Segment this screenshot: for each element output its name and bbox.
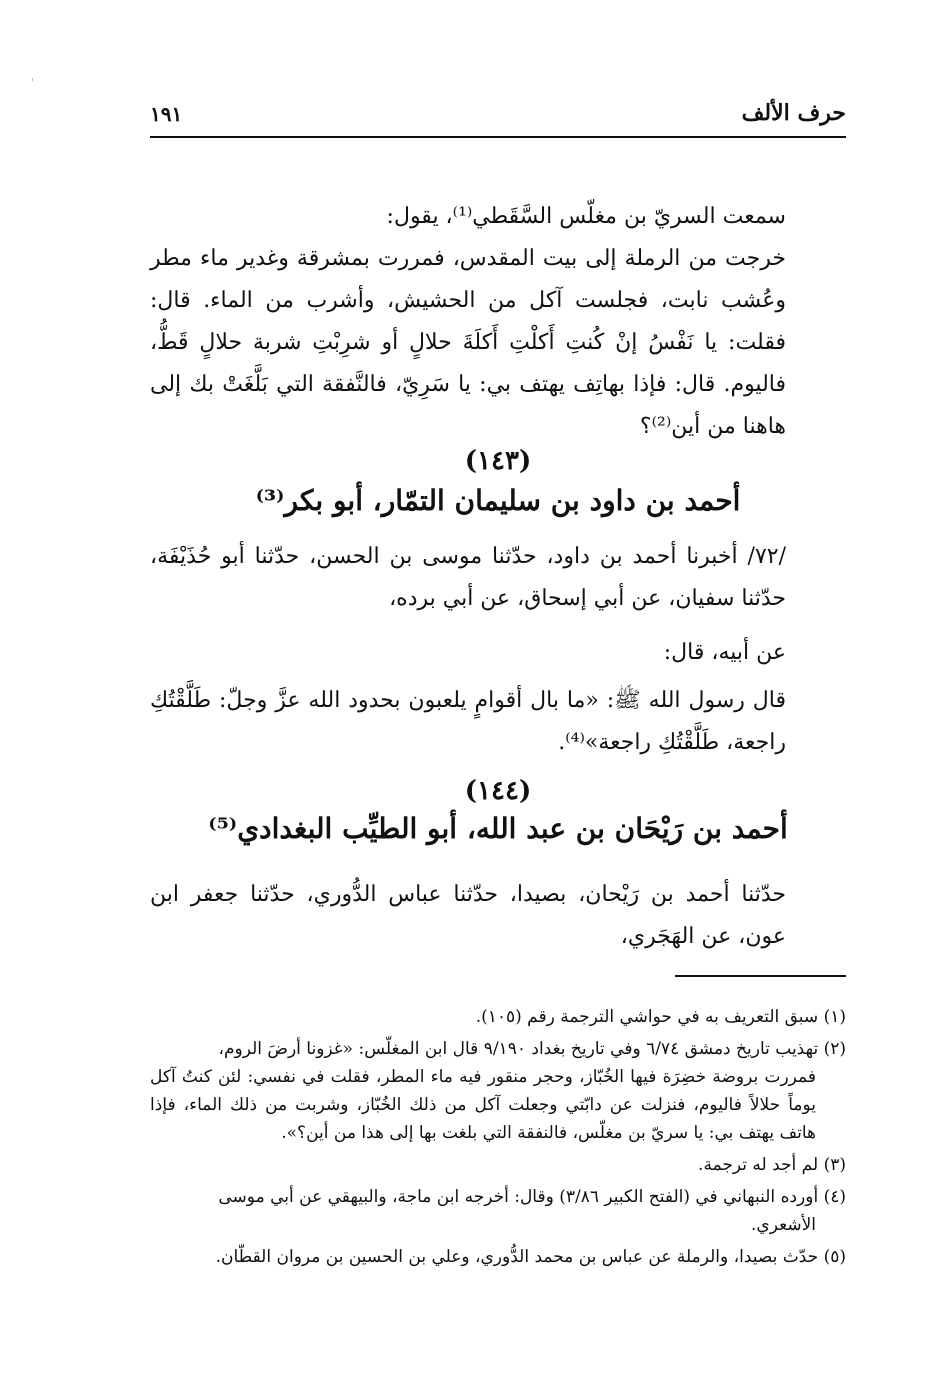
footnote-2-cont: فمررت بروضة خضِرَة فيها الخُبّاز، وحجر منقور فيه ماء المطر، فقلت في نفسي: لئن كنتُ آكل يوماً حلالاً فاليوم، فنزلت عن دابّتي وجعلت آكل من ذلك الخُبّاز، وشربت من ذلك الماء، فإذا هاتف يهتف بي: يا سريّ بن مغلّس، فالنفقة التي بلغت بها إلى هذا من أين؟». [150, 1067, 816, 1143]
footnote-3-text: (٣) لم أجد له ترجمة. [698, 1155, 846, 1175]
footnotes [150, 1003, 846, 1275]
intro-line: سمعت السريّ بن مغلّس السَّقَطي⁽¹⁾، يقول: [386, 204, 786, 229]
entry-143-line2: عن أبيه، قال: [663, 640, 786, 665]
chapter-title: حرف الألف [741, 100, 846, 126]
entry-144-isnad: حدّثنا أحمد بن رَيْحان، بصيدا، حدّثنا عباس الدُّوري، حدّثنا جعفر ابن عون، عن الهَجَري، [150, 882, 786, 949]
footnote-1 [150, 1003, 846, 1031]
entry-143-body [150, 536, 846, 764]
entry-144-body [150, 874, 846, 958]
running-header [150, 96, 846, 136]
footnote-2 [150, 1035, 846, 1147]
entry-144-name: أحمد بن رَيْحَان بن عبد الله، أبو الطيِّب البغدادي⁽⁵⁾ [208, 812, 788, 845]
margin-mark [30, 78, 38, 92]
footnote-4-text: (٤) أورده النبهاني في (الفتح الكبير ٣/٨٦) وقال: أخرجه ابن ماجة، والبيهقي عن أبي موسى [218, 1187, 846, 1207]
footnote-2-text: (٢) تهذيب تاريخ دمشق ٦/٧٤ وفي تاريخ بغداد ٩/١٩٠ قال ابن المغلّس: «غزونا أرضَ الروم، [218, 1039, 846, 1059]
footnote-5 [150, 1243, 846, 1271]
footnote-4-cont: الأشعري. [751, 1215, 816, 1235]
footnote-4 [150, 1183, 846, 1239]
footnote-rule [675, 975, 846, 977]
entry-143-hadith: قال رسول الله ﷺ: «ما بال أقوامٍ يلعبون بحدود الله عزَّ وجلّ: طَلَّقْتُكِ راجعة، طَلَّقْتُكِ راجعة»⁽⁴⁾. [150, 688, 786, 755]
entry-144-number: (١٤٤) [464, 776, 532, 806]
page-number: ١٩١ [150, 102, 183, 126]
footnote-1-text: (١) سبق التعريف به في حواشي الترجمة رقم (١٠٥). [475, 1007, 846, 1027]
intro-paragraph: خرجت من الرملة إلى بيت المقدس، فمررت بمشرقة وغدير ماء مطر وعُشب نابت، فجلست آكل من الحشيش، وأشرب من الماء. قال: فقلت: يا نَفْسُ إنْ كُنتِ أَكلْتِ أَكلَةَ حلالٍ أو شرِبْتِ شربة حلالٍ قَطُّ، فاليوم. قال: فإذا بهاتِف يهتف بي: يا سَرِيّ، فالنَّفقة التي بَلَّغَتْ بك إلى هاهنا من أين⁽²⁾؟ [150, 246, 786, 439]
header-rule [150, 136, 846, 138]
footnote-5-text: (٥) حدّث بصيدا، والرملة عن عباس بن محمد الدُّوري، وعلي بن الحسين بن مروان القطّان. [215, 1247, 846, 1267]
entry-143-name: أحمد بن داود بن سليمان التمّار، أبو بكر⁽³⁾ [255, 484, 741, 517]
intro-block [150, 196, 846, 448]
entry-143-isnad: /٧٢/ أخبرنا أحمد بن داود، حدّثنا موسى بن الحسن، حدّثنا أبو حُذَيْفَة، حدّثنا سفيان، عن أبي إسحاق، عن أبي برده، [150, 544, 786, 611]
footnote-3 [150, 1151, 846, 1179]
entry-143-number: (١٤٣) [464, 446, 532, 476]
